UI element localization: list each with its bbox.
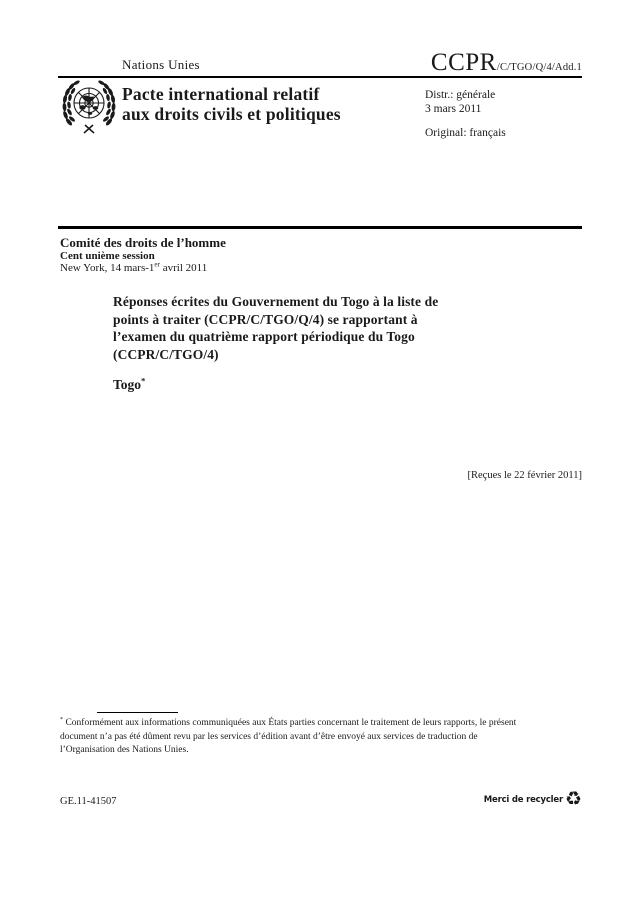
distribution-type: Distr.: générale <box>425 89 496 101</box>
covenant-title-line2: aux droits civils et politiques <box>122 104 341 124</box>
document-number: GE.11-41507 <box>60 796 117 807</box>
document-symbol <box>431 50 582 75</box>
footnote-text <box>60 717 528 758</box>
document-title-line: l’examen du quatrième rapport périodique du Togo <box>113 329 415 344</box>
committee-name: Comité des droits de l’homme <box>60 235 226 250</box>
footnote-body: Conformément aux informations communiquées aux États parties concernant le traitement de leurs rapports, le présent document n’a pas été dûment revu par les services d’édition avant d’être envoyé aux services de traduction de l’Organisation des Nations Unies. <box>60 718 517 755</box>
session-dates-ordinal: er <box>154 260 160 269</box>
session-name: Cent unième session <box>60 250 155 262</box>
recycle-note <box>484 790 582 809</box>
section-rule <box>58 226 582 229</box>
session-dates-post: avril 2011 <box>159 262 208 274</box>
covenant-title <box>122 84 341 124</box>
footnote-marker: * <box>60 716 64 723</box>
header-rule <box>58 76 582 78</box>
country-name: Togo <box>113 377 142 392</box>
org-name: Nations Unies <box>122 57 200 72</box>
document-title-line: Réponses écrites du Gouvernement du Togo à la liste de <box>113 294 439 309</box>
covenant-title-line1: Pacte international relatif <box>122 84 320 104</box>
distribution-block <box>425 88 506 140</box>
document-title <box>113 293 438 363</box>
recycle-icon: ♻ <box>564 788 582 810</box>
document-date: 3 mars 2011 <box>425 103 482 115</box>
recycle-label: Merci de recycler <box>483 794 563 805</box>
session-location-dates <box>60 262 207 274</box>
document-symbol-prefix: CCPR <box>430 49 497 76</box>
document-symbol-suffix: /C/TGO/Q/4/Add.1 <box>496 62 582 73</box>
original-language: Original: français <box>425 127 506 139</box>
document-title-line: points à traiter (CCPR/C/TGO/Q/4) se rapportant à <box>113 311 418 327</box>
session-dates-pre: New York, 14 mars-1 <box>60 262 155 274</box>
country-heading <box>113 377 145 393</box>
footnote-separator <box>97 712 178 713</box>
un-emblem-icon <box>60 79 118 137</box>
footnote-reference-marker: * <box>141 375 146 386</box>
document-title-line: (CCPR/C/TGO/4) <box>113 346 219 362</box>
received-note: [Reçues le 22 février 2011] <box>467 470 582 481</box>
